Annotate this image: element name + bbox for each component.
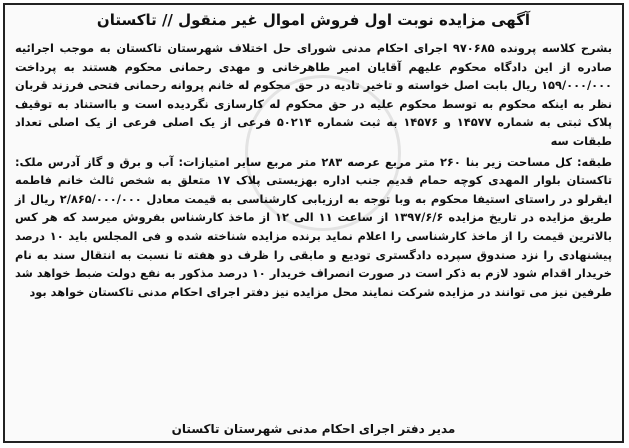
notice-title: آگهی مزایده نوبت اول فروش اموال غیر منقول // تاکستان (96, 11, 531, 29)
notice-body (15, 39, 612, 301)
notice-paragraph-2: طبقه: کل مساحت زیر بنا ۲۶۰ متر مربع عرصه ۲۸۳ متر مربع سایر امتیازات: آب و برق و گاز آدرس ملک: تاکستان بلوار المهدی کوچه حمام قدیم جنب اداره بهزیستی پلاک ۱۷ متعلق به شخص ثالث خانم فاطمه ایقرلو در راستای استیفا محکوم به وبا توجه به ارزیابی کارشناسی به قیمت معادل ۲/۸۶۵/۰۰۰/۰۰۰ ریال از طریق مزایده در تاریخ مزایده ۱۳۹۷/۶/۶ از ساعت ۱۱ الی ۱۲ از ماخذ کارشناس بفروش میرسد که هر کس بالاترین قیمت را از ماخذ کارشناسی را اعلام نماید برنده مزایده شناخته شده و فی المجلس باید ۱۰ درصد پیشنهادی را نزد صندوق سپرده دادگستری تودیع و مابقی را ظرف دو هفته تا نسبت به انتقال سند به نام خریدار اقدام شود لازم به ذکر است در صورت انصراف خریدار ۱۰ درصد مذکور به نفع دولت ضبط خواهد شد طرفین نیز می توانند در مزایده شرکت نمایند محل مزایده نیز دفتر اجرای احکام مدنی تاکستان خواهد بود (15, 154, 613, 299)
notice-paragraph-1: بشرح کلاسه پرونده ۹۷۰۶۸۵ اجرای احکام مدنی شورای حل اختلاف شهرستان تاکستان به موجب اجرائیه صادره از این دادگاه محکوم علیهم آقایان امیر طاهرخانی و مهدی رحمانی محکوم هستند به پرداخت ۱۵۹/۰۰۰/۰۰۰ ریال بابت اصل خواسته و تاخیر تادیه در حق محکوم له خانم پروانه رحمانی فتحی فرزند قربان نظر به اینکه محکوم به توسط محکوم علیه در حق محکوم له کارسازی نگردیده است و بااستناد به توقیف پلاک ثبتی به شماره ۱۴۵۷۷ و ۱۴۵۷۶ به ثبت شماره ۵۰۲۱۴ فرعی از یک اصلی فرعی از یک اصلی تعداد طبقات سه (15, 41, 613, 148)
notice-signature: مدیر دفتر اجرای احکام مدنی شهرستان تاکستان (171, 422, 456, 436)
notice-frame (3, 3, 624, 443)
